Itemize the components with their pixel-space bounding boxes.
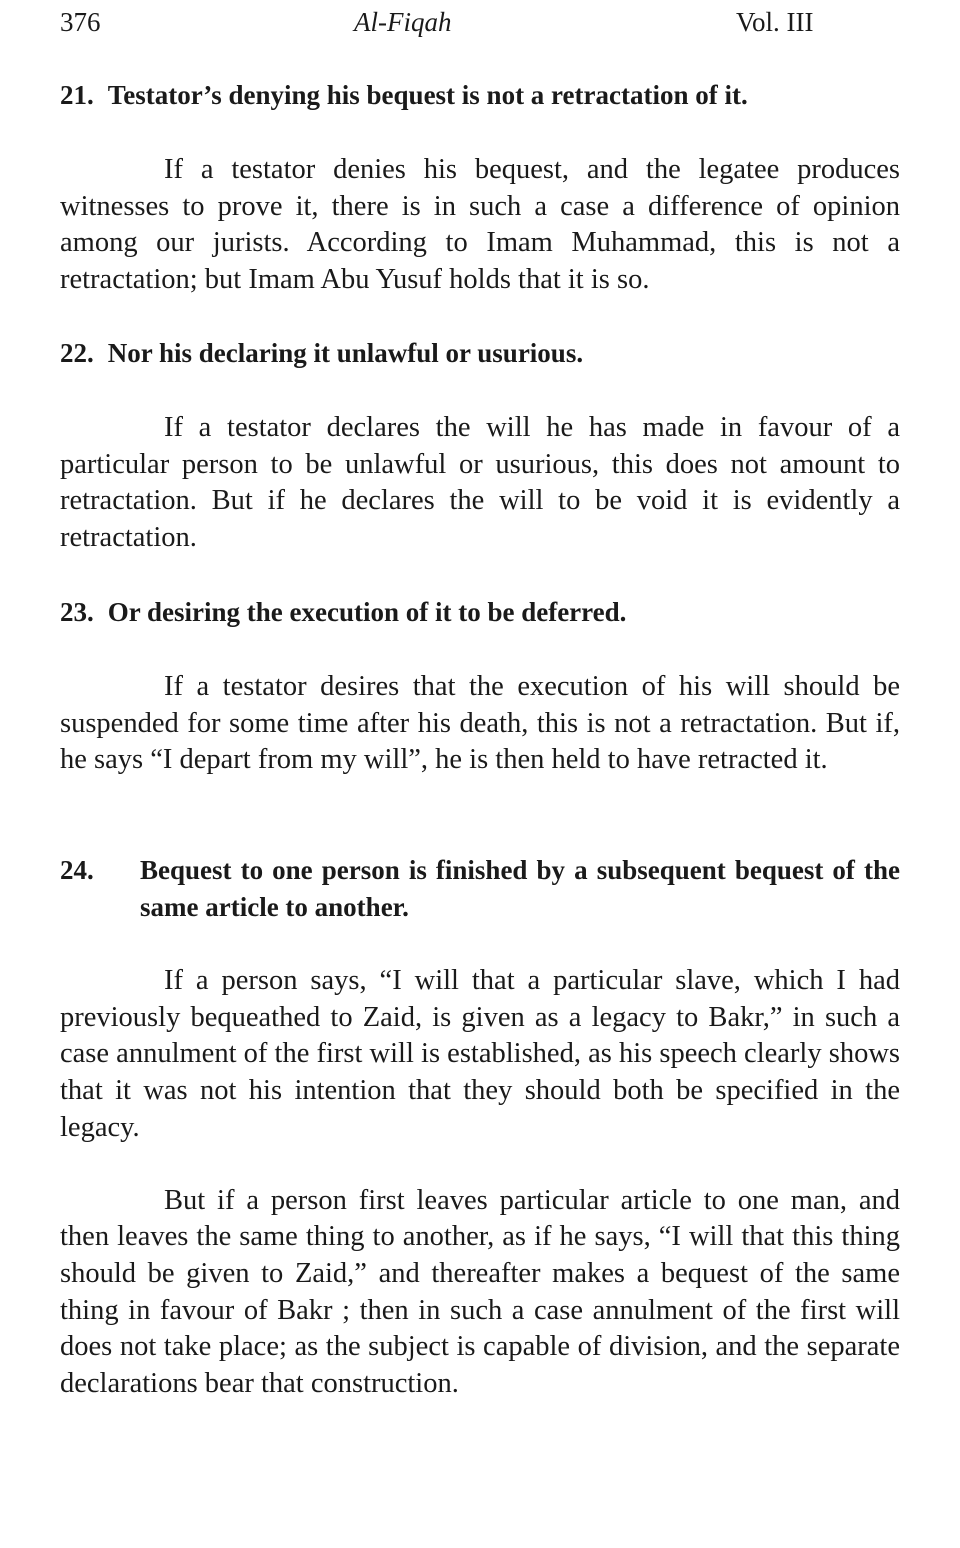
body-paragraph: But if a person first leaves particular article to one man, and then leaves the same thing to another, as if he says, “I will that this thing should be given to Zaid,” and thereafter makes a bequest of the same thing in favour of Bakr ; then in such a case annulment of the first will does not take place; as the subject is capable of division, and the separate declarations bear that construction. bbox=[60, 1184, 900, 1400]
section-number: 24. bbox=[60, 855, 94, 885]
body-paragraph: If a testator desires that the execution of his will should be suspended for some time after his death, this is not a retractation. But if, he says “I depart from my will”, he is then held to have retracted it. bbox=[60, 671, 900, 776]
page-number: 376 bbox=[60, 7, 101, 37]
section-heading bbox=[60, 852, 900, 926]
section-24 bbox=[60, 852, 900, 1403]
section-number: 22. bbox=[60, 338, 94, 368]
section-title: Bequest to one person is finished by a subsequent bequest of the same article to another. bbox=[140, 855, 900, 922]
volume-label: Vol. III bbox=[736, 7, 814, 37]
section-number: 23. bbox=[60, 597, 94, 627]
section-heading bbox=[60, 77, 900, 114]
book-title: Al-Fiqah bbox=[354, 7, 452, 37]
section-title: Testator’s denying his bequest is not a retractation of it. bbox=[107, 80, 748, 110]
section-heading bbox=[60, 594, 900, 631]
section-number: 21. bbox=[60, 80, 94, 110]
running-header bbox=[60, 0, 900, 44]
section-22 bbox=[60, 335, 900, 557]
section-21 bbox=[60, 77, 900, 299]
book-page bbox=[60, 0, 900, 1400]
section-title: Or desiring the execution of it to be deferred. bbox=[107, 597, 627, 627]
body-paragraph: If a testator denies his bequest, and the legatee produces witnesses to prove it, there is in such a case a difference of opinion among our jurists. According to Imam Muhammad, this is not a retractation; but Imam Abu Yusuf holds that it is so. bbox=[60, 154, 900, 296]
section-heading bbox=[60, 335, 900, 372]
body-paragraph: If a testator declares the will he has made in favour of a particular person to be unlawful or usurious, this does not amount to retractation. But if he declares the will to be void it is evidently a retractation. bbox=[60, 412, 900, 554]
section-title: Nor his declaring it unlawful or usurious. bbox=[107, 338, 584, 368]
section-23 bbox=[60, 594, 900, 779]
body-paragraph: If a person says, “I will that a particular slave, which I had previously bequeathed to Zaid, is given as a legacy to Bakr,” in such a case annulment of the first will is established, as his speech clearly shows that it was not his intention that they should both be specified in the legacy. bbox=[60, 965, 900, 1143]
